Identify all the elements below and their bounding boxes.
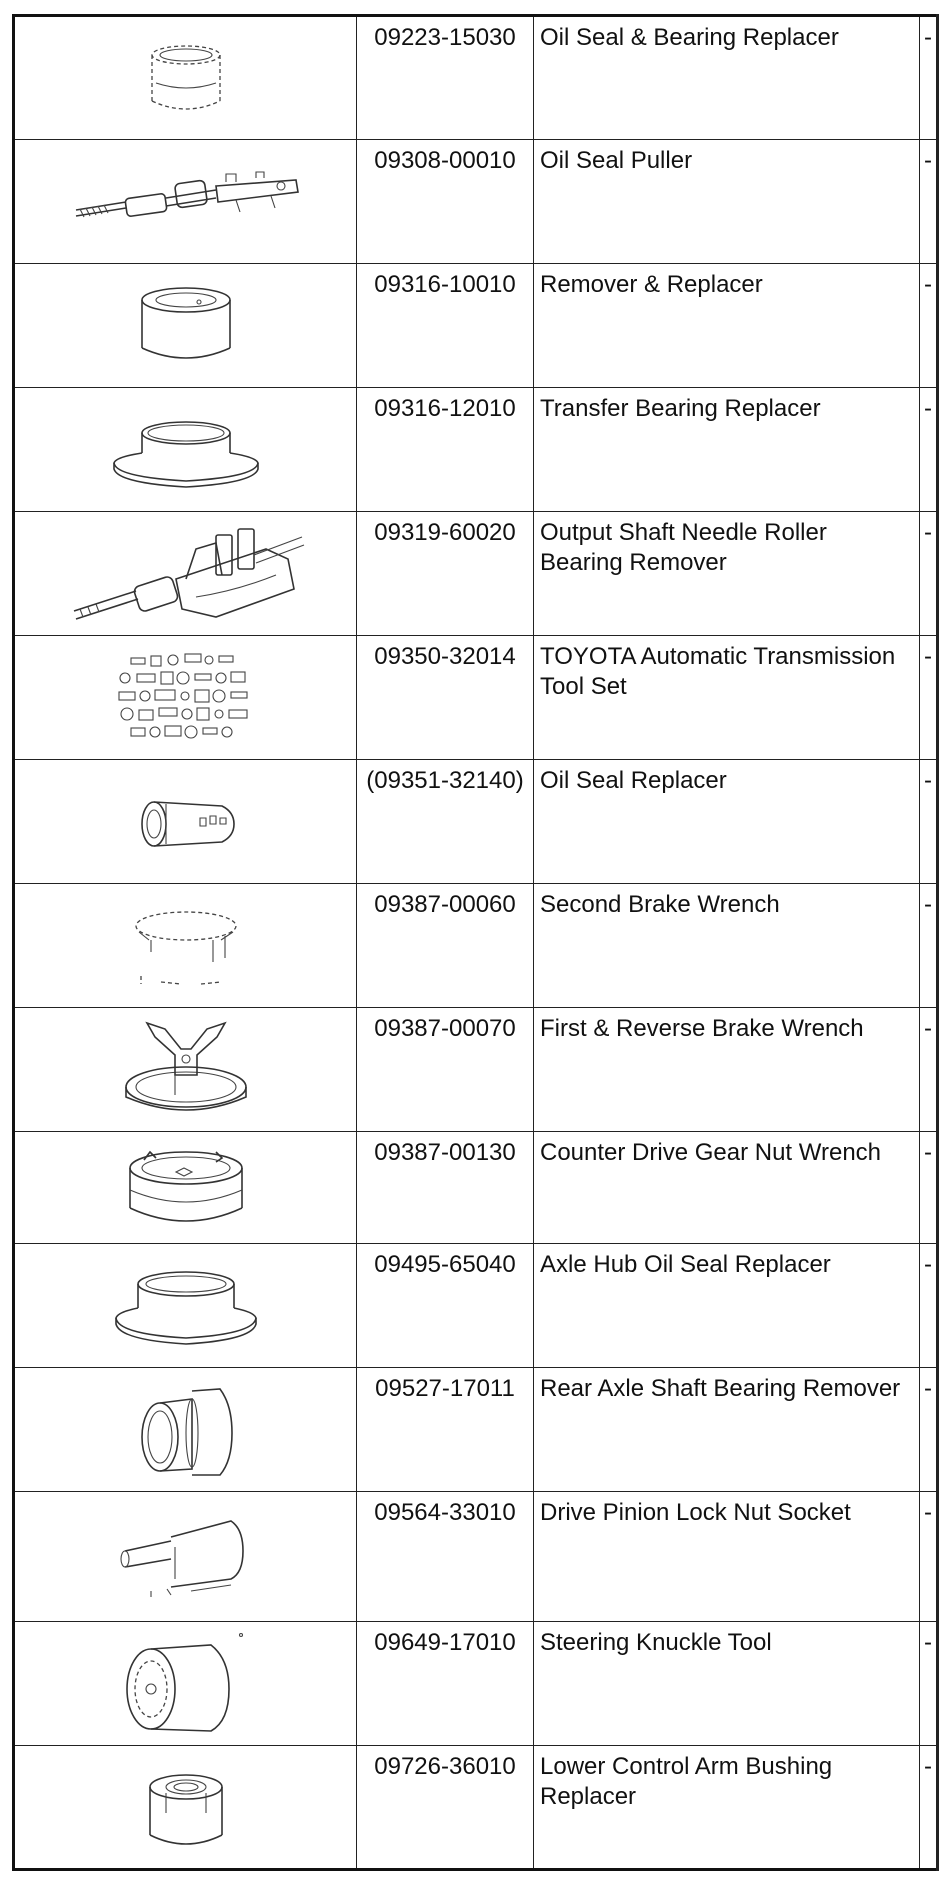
flanged-ring-icon [106, 1256, 266, 1356]
tool-note: - [920, 1244, 938, 1368]
tool-illustration [14, 1746, 357, 1870]
tool-name: Oil Seal Replacer [534, 760, 920, 884]
part-number: 09649-17010 [357, 1622, 534, 1746]
special-service-tools-table [12, 14, 939, 1871]
tool-note: - [920, 512, 938, 636]
tool-illustration [14, 884, 357, 1008]
tool-illustration [14, 512, 357, 636]
seal-driver-icon [126, 782, 246, 862]
knuckle-cylinder-icon [111, 1629, 261, 1739]
tool-note: - [920, 16, 938, 140]
tool-illustration [14, 1244, 357, 1368]
stepped-cup-icon [126, 1375, 246, 1485]
part-number: (09351-32140) [357, 760, 534, 884]
table-row [14, 1492, 938, 1622]
tool-note: - [920, 264, 938, 388]
nut-wrench-icon [116, 1138, 256, 1238]
part-number: 09316-12010 [357, 388, 534, 512]
tool-illustration [14, 1132, 357, 1244]
tool-name: Rear Axle Shaft Bearing Remover [534, 1368, 920, 1492]
tool-name: TOYOTA Automatic Transmission Tool Set [534, 636, 920, 760]
tool-illustration [14, 16, 357, 140]
part-number: 09387-00070 [357, 1008, 534, 1132]
tool-note: - [920, 1368, 938, 1492]
slide-puller-icon [66, 162, 306, 242]
part-number: 09726-36010 [357, 1746, 534, 1870]
tool-name: Steering Knuckle Tool [534, 1622, 920, 1746]
tool-note: - [920, 1492, 938, 1622]
bushing-replacer-icon [126, 1757, 246, 1857]
part-number: 09527-17011 [357, 1368, 534, 1492]
tool-name: Counter Drive Gear Nut Wrench [534, 1132, 920, 1244]
table-row [14, 636, 938, 760]
tool-note: - [920, 1622, 938, 1746]
part-number: 09387-00130 [357, 1132, 534, 1244]
table-row [14, 1368, 938, 1492]
flanged-ring-icon [106, 405, 266, 495]
table-row [14, 884, 938, 1008]
tool-name: Oil Seal & Bearing Replacer [534, 16, 920, 140]
tool-illustration [14, 1368, 357, 1492]
table-row [14, 16, 938, 140]
part-number: 09316-10010 [357, 264, 534, 388]
tool-illustration [14, 264, 357, 388]
table-row [14, 760, 938, 884]
tool-name: Second Brake Wrench [534, 884, 920, 1008]
table-row [14, 264, 938, 388]
table-row [14, 140, 938, 264]
tool-note: - [920, 1008, 938, 1132]
tool-name: Lower Control Arm Bushing Replacer [534, 1746, 920, 1870]
table-row [14, 1132, 938, 1244]
tool-note: - [920, 1746, 938, 1870]
tool-illustration [14, 636, 357, 760]
part-number: 09319-60020 [357, 512, 534, 636]
cup-replacer-icon [121, 276, 251, 376]
table-row [14, 1622, 938, 1746]
tool-illustration [14, 1008, 357, 1132]
part-number: 09387-00060 [357, 884, 534, 1008]
tool-note: - [920, 884, 938, 1008]
tool-illustration [14, 388, 357, 512]
table-row [14, 1746, 938, 1870]
part-number: 09308-00010 [357, 140, 534, 264]
table-row [14, 1244, 938, 1368]
tool-name: Output Shaft Needle Roller Bearing Remover [534, 512, 920, 636]
table-row [14, 388, 938, 512]
socket-icon [111, 1507, 261, 1607]
bearing-puller-icon [66, 519, 306, 629]
tool-name: Axle Hub Oil Seal Replacer [534, 1244, 920, 1368]
tool-name: First & Reverse Brake Wrench [534, 1008, 920, 1132]
tool-note: - [920, 1132, 938, 1244]
tool-note: - [920, 388, 938, 512]
tool-name: Drive Pinion Lock Nut Socket [534, 1492, 920, 1622]
tool-name: Transfer Bearing Replacer [534, 388, 920, 512]
part-number: 09223-15030 [357, 16, 534, 140]
tool-note: - [920, 760, 938, 884]
brake-wrench-icon [121, 896, 251, 996]
table-row [14, 512, 938, 636]
tool-illustration [14, 140, 357, 264]
tool-illustration [14, 1622, 357, 1746]
part-number: 09564-33010 [357, 1492, 534, 1622]
tool-name: Oil Seal Puller [534, 140, 920, 264]
tool-note: - [920, 140, 938, 264]
tool-note: - [920, 636, 938, 760]
part-number: 09350-32014 [357, 636, 534, 760]
table-row [14, 1008, 938, 1132]
tool-illustration [14, 1492, 357, 1622]
tool-name: Remover & Replacer [534, 264, 920, 388]
tool-set-icon [111, 648, 261, 748]
spoke-wrench-icon [111, 1015, 261, 1125]
tool-illustration [14, 760, 357, 884]
cylinder-ring-icon [126, 33, 246, 123]
part-number: 09495-65040 [357, 1244, 534, 1368]
